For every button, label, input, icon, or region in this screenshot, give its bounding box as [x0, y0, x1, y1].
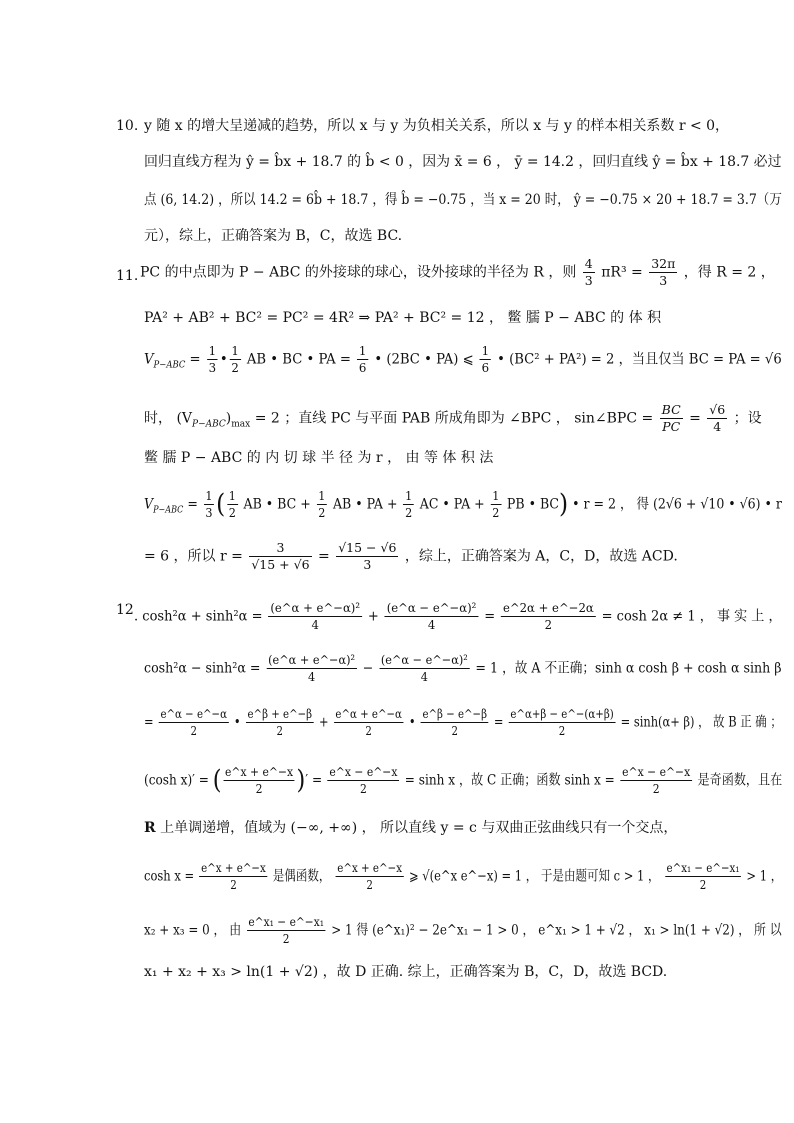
equals: = — [187, 496, 198, 513]
fraction-1-3 — [207, 343, 218, 376]
fraction-bc-pc — [660, 402, 683, 435]
frac-den: 4 — [713, 419, 722, 434]
q11-line-6 — [144, 488, 782, 521]
frac-num: 1 — [358, 343, 367, 358]
fraction-1-3 — [204, 488, 215, 521]
frac-den: 2 — [544, 617, 553, 632]
q12-line-6-text-d: > 1 ， — [746, 868, 783, 885]
fraction — [334, 706, 404, 739]
fraction-1-2 — [230, 343, 241, 376]
q11-line-4-text-c: = 2 ；直线 PC 与平面 PAB 所成角即为 ∠BPC ， sin∠BPC = — [254, 410, 654, 427]
frac-num: e^x + e^−x — [225, 764, 294, 779]
frac-den: 2 — [230, 877, 237, 892]
q12-line-7 — [144, 914, 782, 947]
frac-den: 2 — [492, 505, 500, 520]
frac-num: e^x₁ − e^−x₁ — [666, 860, 740, 875]
q12-line-5-text-b: 上单调递增，值域为 (−∞, +∞) ， 所以直线 y = c 与双曲正弦曲线只有一个交点， — [155, 820, 678, 836]
fraction — [159, 706, 229, 739]
frac-den: PC — [662, 419, 681, 434]
equals: = — [484, 608, 496, 625]
equals: = — [689, 410, 701, 427]
frac-num: 1 — [318, 488, 326, 503]
q11-line-7-text-a: = 6 ，所以 r = — [144, 548, 243, 565]
frac-num: e^α+β − e^−(α+β) — [510, 706, 614, 721]
frac-den: √15 + √6 — [251, 557, 310, 572]
frac-num: 32π — [651, 256, 676, 271]
q12-line-1 — [134, 600, 782, 633]
q11-line-3-text-d: • (2BC • PA) ⩽ — [374, 351, 474, 368]
frac-den: 2 — [282, 931, 290, 946]
frac-num: e^x − e^−x — [622, 764, 691, 779]
frac-num: 1 — [492, 488, 500, 503]
q11-line-3-text-e: • (BC² + PA²) = 2 ，当且仅当 BC = PA = √6 — [497, 351, 782, 368]
frac-num: 1 — [231, 343, 239, 358]
frac-den: 4 — [427, 617, 436, 632]
fraction-diff-sq — [385, 600, 478, 633]
paren-close: ) — [225, 410, 232, 427]
q12-line-5 — [144, 818, 677, 838]
frac-num: 3 — [249, 540, 311, 557]
q12-line-7-text-a: x₂ + x₃ = 0 ， 由 — [144, 922, 242, 939]
equals: = — [493, 714, 504, 731]
frac-den: 2 — [451, 723, 458, 738]
equals: = — [318, 548, 330, 565]
fraction — [421, 706, 489, 739]
frac-den: 2 — [652, 781, 660, 796]
equals: = — [144, 714, 154, 731]
fraction — [509, 706, 616, 739]
q12-line-7-text-b: > 1 得 (e^x₁)² − 2e^x₁ − 1 > 0 ， e^x₁ > 1 + √2 ， x₁ > ln(1 + √2) ， 所 以 — [331, 922, 782, 939]
q12-line-8: x₁ + x₂ + x₃ > ln(1 + √2) ，故 D 正确. 综上，正确答案为 B，C，D，故选 BCD. — [144, 964, 668, 980]
frac-den: 3 — [205, 505, 213, 520]
volume-symbol: V — [144, 351, 154, 368]
fraction-1-2 — [403, 488, 414, 521]
frac-den: 2 — [228, 505, 236, 520]
dot: • — [233, 714, 241, 731]
q12-line-4-text-d: 是奇函数，且在 — [697, 772, 783, 789]
frac-num: 4 — [584, 256, 593, 271]
q11-line-1 — [140, 256, 775, 289]
frac-num: √6 — [709, 402, 726, 417]
fraction-3-sqrt-sum — [249, 540, 311, 573]
frac-den: 4 — [420, 669, 428, 684]
max-subscript: max — [231, 419, 251, 430]
frac-den: 3 — [584, 273, 593, 288]
q11-line-7-text-c: ，综上，正确答案为 A，C，D，故选 ACD. — [404, 548, 678, 565]
frac-num: BC — [661, 402, 681, 417]
frac-den: 2 — [405, 505, 413, 520]
frac-num: e^α − e^−α — [160, 706, 227, 721]
volume-subscript: P−ABC — [153, 360, 186, 371]
plus: + — [318, 714, 329, 731]
fraction — [246, 706, 314, 739]
q12-line-1-text-b: = cosh 2α ≠ 1 ， 事 实 上 ， — [601, 608, 782, 625]
frac-num: e^x − e^−x — [329, 764, 398, 779]
dot: • — [408, 714, 416, 731]
q11-line-6-text-e: AC • PA + — [419, 496, 485, 513]
frac-den: 3 — [363, 557, 372, 572]
frac-den: 4 — [308, 669, 316, 684]
paren-open: ( — [216, 489, 226, 520]
q11-line-4-text-e: ；设 — [733, 410, 762, 427]
q11-line-6-text-d: AB • PA + — [332, 496, 398, 513]
q11-line-1-text-c: ，得 R = 2 ， — [683, 264, 775, 281]
frac-num: e^β + e^−β — [247, 706, 313, 721]
fraction-e2a — [501, 600, 595, 633]
fraction — [328, 764, 400, 797]
q11-line-2: PA² + AB² + BC² = PC² = 4R² ⇒ PA² + BC² = 12 ， 鳖 臑 P − ABC 的 体 积 — [144, 310, 662, 326]
frac-den: 3 — [659, 273, 668, 288]
fraction-1-6-b — [480, 343, 491, 376]
frac-num: 1 — [405, 488, 413, 503]
fraction-32pi-3 — [649, 256, 677, 289]
frac-num: (e^α − e^−α)² — [380, 652, 468, 667]
frac-den: 2 — [359, 781, 367, 796]
frac-num: 1 — [481, 343, 490, 358]
q11-line-4-text-a: 时， (V — [144, 410, 193, 427]
fraction-1-2 — [316, 488, 327, 521]
q12-line-2-text-a: cosh²α − sinh²α = — [144, 660, 261, 677]
frac-den: 4 — [311, 617, 319, 632]
frac-num: e^2α + e^−2α — [503, 600, 594, 615]
q12-line-1-text-a: . cosh²α + sinh²α = — [134, 608, 263, 625]
volume-symbol: V — [144, 496, 154, 513]
q10-line-1: y 随 x 的增大呈递减的趋势，所以 x 与 y 为负相关关系，所以 x 与 y 的样本相关系数 r < 0， — [144, 118, 730, 134]
q11-line-5: 鳖 臑 P − ABC 的 内 切 球 半 径 为 r ， 由 等 体 积 法 — [144, 450, 494, 466]
frac-den: 2 — [365, 723, 372, 738]
fraction-sqrt6-4 — [707, 402, 727, 435]
q12-line-4-text-c: = sinh x ，故 C 正确；函数 sinh x = — [404, 772, 615, 789]
fraction — [223, 764, 295, 797]
volume-subscript: P−ABC — [153, 505, 184, 516]
paren-open: ( — [212, 765, 222, 796]
frac-den: 2 — [318, 505, 326, 520]
q10-line-2: 回归直线方程为 ŷ = b̂x + 18.7 的 b̂ < 0 ，因为 x̄ = 6 ， ȳ = 14.2 ，回归直线 ŷ = b̂x + 18.7 必过 — [144, 154, 782, 170]
q12-line-2 — [144, 652, 782, 685]
equals: = — [189, 351, 201, 368]
frac-den: 2 — [231, 360, 239, 375]
fraction-1-2 — [490, 488, 501, 521]
frac-num: e^x + e^−x — [201, 860, 266, 875]
frac-den: 2 — [255, 781, 263, 796]
equals: = — [311, 772, 323, 789]
q11-number: 11. — [116, 268, 139, 284]
frac-num: (e^α − e^−α)² — [386, 600, 477, 615]
q12-number: 12 — [116, 602, 134, 618]
frac-den: 6 — [358, 360, 367, 375]
frac-den: 2 — [366, 877, 373, 892]
frac-den: 2 — [190, 723, 197, 738]
volume-subscript: P−ABC — [192, 419, 226, 430]
frac-num: 1 — [205, 488, 213, 503]
q10-line-4: 元），综上，正确答案为 B，C，故选 BC. — [144, 228, 403, 244]
fraction-1-2 — [227, 488, 238, 521]
fraction-sum-sq — [266, 652, 357, 685]
q12-line-6-text-a: cosh x = — [144, 868, 195, 885]
q10-line-3: 点 (6, 14.2) ，所以 14.2 = 6b̂ + 18.7 ，得 b̂ = −0.75 ，当 x = 20 时， ŷ = −0.75 × 20 + 18.7 = 3.7（万 — [144, 192, 782, 208]
q11-line-3-text-c: AB • BC • PA = — [246, 351, 351, 368]
frac-den: 2 — [558, 723, 566, 738]
frac-den: 2 — [276, 723, 284, 738]
frac-num: (e^α + e^−α)² — [270, 600, 361, 615]
fraction — [336, 860, 404, 893]
fraction — [247, 914, 326, 947]
q12-line-4-text-a: (cosh x)′ = — [144, 772, 209, 789]
fraction — [665, 860, 741, 893]
dot: • — [219, 351, 228, 368]
frac-den: 3 — [208, 360, 217, 375]
frac-num: e^α + e^−α — [335, 706, 402, 721]
q12-line-6 — [144, 860, 782, 893]
q11-line-6-text-g: • r = 2 ， 得 (2√6 + √10 • √6) • r — [572, 496, 782, 513]
q10-number: 10. — [116, 118, 139, 134]
frac-num: e^β − e^−β — [422, 706, 488, 721]
plus: + — [367, 608, 379, 625]
q11-line-1-text-b: πR³ = — [601, 264, 643, 281]
fraction-4-3 — [583, 256, 595, 289]
q11-line-7 — [144, 540, 678, 573]
q12-line-4: (cosh x)′ = ( $\frac{e\^{}x + e\^{}-x}{2}$ )′ = $\frac{e\^{}x - e\^{}-x}{2}$ = sinh x ，故 C 正确；函数 sinh x = $\frac{e\^{}x - e\^{}-x}{2}$ 是奇函数，且在 — [144, 764, 783, 796]
frac-num: 1 — [228, 488, 236, 503]
q11-line-1-text-a: PC 的中点即为 P − ABC 的外接球的球心，设外接球的半径为 R ，则 — [140, 264, 577, 281]
frac-den: 2 — [699, 877, 707, 892]
fraction — [620, 764, 692, 797]
fraction — [199, 860, 267, 893]
fraction-1-6 — [357, 343, 368, 376]
fraction-sqrt-diff-3 — [336, 540, 398, 573]
q12-line-6-text-b: 是偶函数， — [272, 868, 331, 885]
minus: − — [362, 660, 374, 677]
fraction-diff-sq — [379, 652, 470, 685]
frac-num: e^x + e^−x — [337, 860, 403, 875]
q11-line-3 — [144, 343, 782, 376]
q12-line-6-text-c: ⩾ √(e^x e^−x) = 1 ， 于是由题可知 c > 1 ， — [408, 868, 660, 885]
paren-close: ) — [559, 489, 569, 520]
real-numbers-symbol: R — [144, 820, 156, 836]
frac-num: √15 − √6 — [338, 540, 397, 555]
q11-line-6-text-f: PB • BC — [506, 496, 560, 513]
frac-num: e^x₁ − e^−x₁ — [248, 914, 324, 929]
q12-line-3 — [144, 706, 782, 739]
frac-num: 1 — [208, 343, 217, 358]
frac-den: 6 — [481, 360, 490, 375]
q11-line-4 — [144, 402, 762, 435]
q12-line-2-text-b: = 1 ，故 A 不正确；sinh α cosh β + cosh α sinh β — [475, 660, 782, 677]
paren-close: ) — [296, 765, 306, 796]
fraction-sum-sq — [269, 600, 362, 633]
frac-num: (e^α + e^−α)² — [268, 652, 356, 667]
q12-line-3-text-b: = sinh(α+ β) ， 故 B 正 确 ； — [620, 714, 782, 731]
q11-line-6-text-c: AB • BC + — [243, 496, 311, 513]
